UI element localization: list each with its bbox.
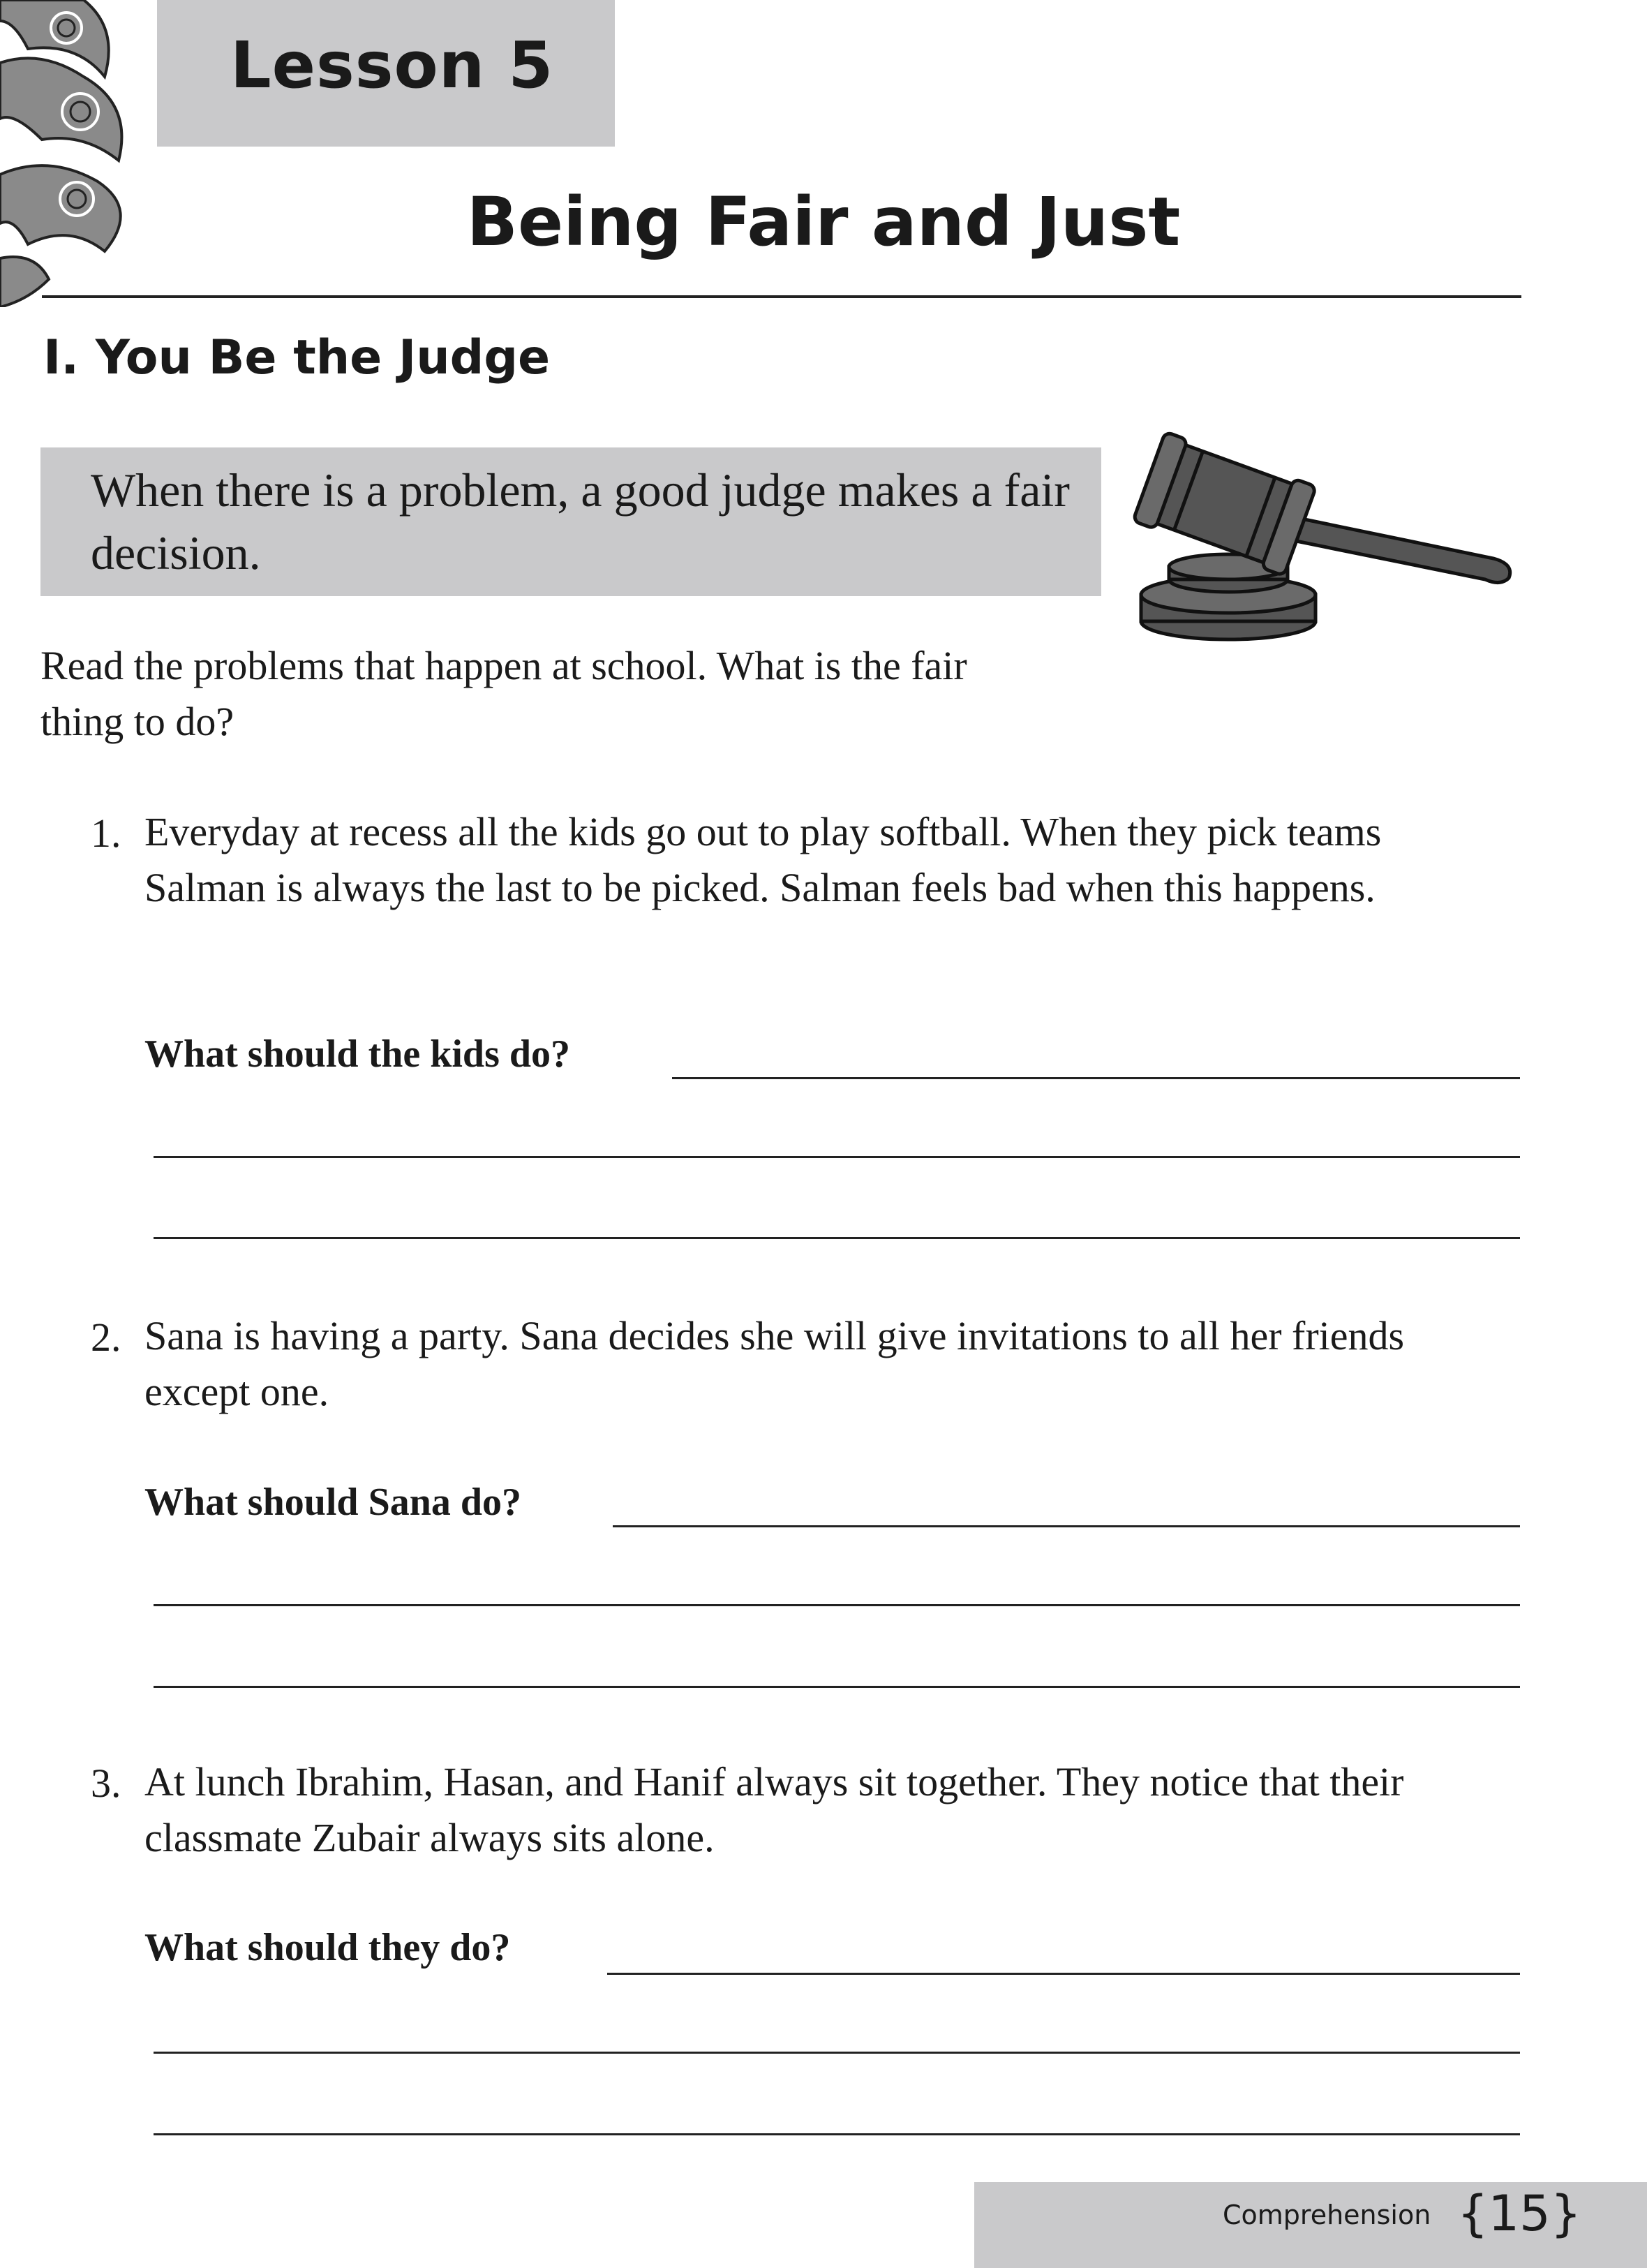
page-title: Being Fair and Just [466, 183, 1181, 261]
answer-line[interactable] [607, 1973, 1520, 1975]
callout-text: When there is a problem, a good judge makes a fair decision. [91, 464, 1070, 579]
question-text: Everyday at recess all the kids go out to play softball. When they pick teams Salman is always the last to be picked. Salman feels bad when this happens. [144, 809, 1382, 910]
answer-line[interactable] [154, 1237, 1520, 1239]
lesson-label: Lesson 5 [230, 28, 554, 103]
answer-line[interactable] [154, 2052, 1520, 2054]
title-divider [42, 295, 1521, 298]
answer-line[interactable] [672, 1077, 1520, 1079]
question-text: Sana is having a party. Sana decides she will give invitations to all her friends except one. [144, 1313, 1405, 1414]
question-text: At lunch Ibrahim, Hasan, and Hanif always sit together. They notice that their classmate Zubair always sits alone. [144, 1759, 1404, 1860]
answer-line[interactable] [154, 1686, 1520, 1688]
question-number: 2. [91, 1314, 121, 1360]
answer-line[interactable] [154, 1156, 1520, 1158]
page-number: {15} [1457, 2185, 1582, 2242]
question-prompt: What should they do? [144, 1926, 511, 1969]
answer-line[interactable] [613, 1525, 1520, 1527]
question-prompt: What should Sana do? [144, 1481, 522, 1524]
footer-label: Comprehension [1223, 2200, 1431, 2230]
question-number: 3. [91, 1761, 121, 1806]
section-heading: I. You Be the Judge [43, 330, 551, 385]
gavel-icon [1103, 412, 1521, 649]
question-prompt: What should the kids do? [144, 1032, 571, 1076]
answer-line[interactable] [154, 1604, 1520, 1606]
instructions-text: Read the problems that happen at school. What is the fair thing to do? [40, 643, 967, 744]
answer-line[interactable] [154, 2133, 1520, 2135]
question-number: 1. [91, 810, 121, 856]
